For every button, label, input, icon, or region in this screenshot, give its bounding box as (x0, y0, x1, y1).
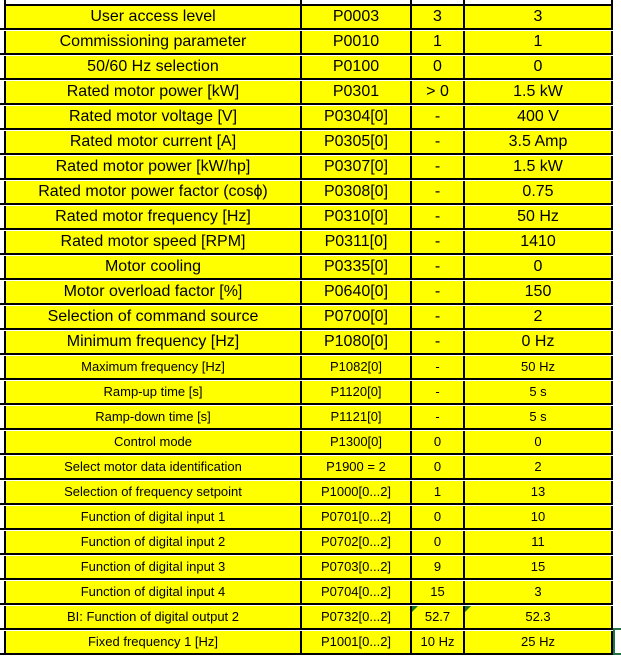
table-row (4, 206, 613, 230)
param-default-cell[interactable]: 9 (410, 556, 463, 578)
param-default-cell[interactable]: - (410, 356, 463, 378)
table-row (4, 156, 613, 180)
param-default-cell[interactable]: 52.7 (410, 606, 463, 628)
param-value-cell[interactable]: 3 (463, 581, 611, 603)
table-row (4, 106, 613, 130)
param-description-cell[interactable]: Rated motor power [kW] (66, 83, 240, 100)
param-number-cell[interactable]: P0307[0] (300, 156, 410, 178)
table-row (4, 181, 613, 205)
error-indicator-triangle-icon (465, 606, 471, 612)
table-row (4, 381, 613, 405)
param-number-cell[interactable]: P0311[0] (300, 231, 410, 253)
table-row (4, 56, 613, 80)
param-number-cell[interactable]: P1300[0] (300, 431, 410, 453)
param-value-cell[interactable]: 10 (463, 506, 611, 528)
table-row (4, 406, 613, 430)
param-value-cell[interactable]: 0 Hz (463, 331, 611, 353)
param-number-cell[interactable]: P0100 (300, 56, 410, 78)
param-value-cell[interactable]: 13 (463, 481, 611, 503)
table-row (4, 256, 613, 280)
param-number-cell[interactable]: P1082[0] (300, 356, 410, 378)
param-value-cell[interactable]: 0.75 (463, 181, 611, 203)
param-number-cell[interactable]: P0335[0] (300, 256, 410, 278)
param-default-cell[interactable]: - (410, 206, 463, 228)
table-row (4, 481, 613, 505)
param-default-cell[interactable]: 0 (410, 456, 463, 478)
table-row (4, 581, 613, 605)
param-value-cell[interactable]: 0 (463, 256, 611, 278)
parameter-table (4, 4, 613, 656)
param-number-cell[interactable]: P1900 = 2 (300, 456, 410, 478)
param-number-cell[interactable]: P0304[0] (300, 106, 410, 128)
param-number-cell[interactable]: P0732[0...2] (300, 606, 410, 628)
param-description-cell[interactable]: Rated motor frequency [Hz] (55, 208, 251, 225)
param-number-cell[interactable]: P0700[0] (300, 306, 410, 328)
table-row (4, 431, 613, 455)
param-default-cell[interactable]: 0 (410, 431, 463, 453)
param-default-cell[interactable]: - (410, 131, 463, 153)
param-value-cell[interactable]: 11 (463, 531, 611, 553)
param-number-cell[interactable]: P0701[0...2] (300, 506, 410, 528)
table-row (4, 331, 613, 355)
param-number-cell[interactable]: P1121[0] (300, 406, 410, 428)
param-description-cell[interactable]: Fixed frequency 1 [Hz] (87, 634, 219, 649)
param-default-cell[interactable]: - (410, 281, 463, 303)
param-description-cell[interactable]: Minimum frequency [Hz] (66, 333, 240, 350)
param-value-cell[interactable]: 3 (463, 6, 611, 28)
table-row (4, 356, 613, 380)
table-row (4, 6, 613, 30)
param-value-cell[interactable]: 0 (463, 431, 611, 453)
param-number-cell[interactable]: P1000[0...2] (300, 481, 410, 503)
param-description-cell[interactable]: Maximum frequency [Hz] (81, 359, 225, 374)
param-description-cell[interactable]: Function of digital input 1 (80, 509, 226, 524)
param-default-cell[interactable]: - (410, 156, 463, 178)
param-default-cell[interactable]: - (410, 231, 463, 253)
param-value-cell[interactable]: 52.3 (463, 606, 611, 628)
table-row (4, 631, 613, 655)
table-row (4, 131, 613, 155)
param-description-cell[interactable]: Ramp-down time [s] (95, 409, 211, 424)
param-description-cell[interactable]: Rated motor power [kW/hp] (55, 158, 251, 175)
param-value-cell[interactable]: 25 Hz (463, 631, 611, 653)
param-number-cell[interactable]: P0310[0] (300, 206, 410, 228)
param-value-cell[interactable]: 1 (463, 31, 611, 53)
param-number-cell[interactable]: P1120[0] (300, 381, 410, 403)
param-value-cell[interactable]: 1.5 kW (463, 81, 611, 103)
param-description-cell[interactable]: BI: Function of digital output 2 (67, 609, 239, 624)
param-number-cell[interactable]: P0305[0] (300, 131, 410, 153)
table-row (4, 81, 613, 105)
param-number-cell[interactable]: P0640[0] (300, 281, 410, 303)
param-description-cell[interactable]: Rated motor voltage [V] (68, 108, 238, 125)
param-value-cell[interactable]: 2 (463, 456, 611, 478)
param-value-cell[interactable]: 1410 (463, 231, 611, 253)
param-default-cell[interactable]: 1 (410, 481, 463, 503)
table-row (4, 31, 613, 55)
param-default-cell[interactable]: 15 (410, 581, 463, 603)
param-number-cell[interactable]: P0703[0...2] (300, 556, 410, 578)
param-value-cell[interactable]: 50 Hz (463, 206, 611, 228)
param-default-cell[interactable]: - (410, 306, 463, 328)
param-default-cell[interactable]: 0 (410, 531, 463, 553)
param-value-cell[interactable]: 5 s (463, 381, 611, 403)
table-row (4, 506, 613, 530)
param-description-cell[interactable]: Motor cooling (104, 258, 202, 275)
param-number-cell[interactable]: P0702[0...2] (300, 531, 410, 553)
table-row (4, 456, 613, 480)
param-default-cell[interactable]: 3 (410, 6, 463, 28)
param-default-cell[interactable]: 0 (410, 506, 463, 528)
param-default-cell[interactable]: 10 Hz (410, 631, 463, 653)
param-description-cell[interactable]: User access level (90, 8, 216, 25)
param-number-cell[interactable]: P0301 (300, 81, 410, 103)
table-row (4, 231, 613, 255)
param-description-cell[interactable]: Ramp-up time [s] (103, 384, 203, 399)
param-description-cell[interactable]: Rated motor power factor (cosϕ) (38, 183, 268, 200)
param-number-cell[interactable]: P0308[0] (300, 181, 410, 203)
param-default-cell[interactable]: - (410, 181, 463, 203)
table-row (4, 306, 613, 330)
param-default-cell[interactable]: - (410, 331, 463, 353)
param-value-cell[interactable]: 3.5 Amp (463, 131, 611, 153)
param-default-cell[interactable]: > 0 (410, 81, 463, 103)
param-default-cell[interactable]: - (410, 106, 463, 128)
param-description-cell[interactable]: 50/60 Hz selection (87, 58, 219, 75)
param-description-cell[interactable]: Motor overload factor [%] (63, 283, 243, 300)
param-value-cell[interactable]: 50 Hz (463, 356, 611, 378)
param-description-cell[interactable]: Control mode (113, 434, 193, 449)
param-default-cell[interactable]: - (410, 256, 463, 278)
param-number-cell[interactable]: P1001[0...2] (300, 631, 410, 653)
param-value-cell[interactable]: 15 (463, 556, 611, 578)
param-value-cell[interactable]: 2 (463, 306, 611, 328)
param-description-cell[interactable]: Function of digital input 2 (80, 534, 226, 549)
param-description-cell[interactable]: Function of digital input 3 (80, 559, 226, 574)
param-value-cell[interactable]: 1.5 kW (463, 156, 611, 178)
param-description-cell[interactable]: Rated motor current [A] (69, 133, 237, 150)
param-number-cell[interactable]: P0704[0...2] (300, 581, 410, 603)
table-row (4, 281, 613, 305)
param-description-cell[interactable]: Function of digital input 4 (80, 584, 226, 599)
param-number-cell[interactable]: P0003 (300, 6, 410, 28)
param-default-cell[interactable]: - (410, 406, 463, 428)
param-description-cell[interactable]: Rated motor speed [RPM] (60, 233, 246, 250)
param-description-cell[interactable]: Selection of frequency setpoint (64, 484, 242, 499)
param-value-cell[interactable]: 400 V (463, 106, 611, 128)
param-default-cell[interactable]: - (410, 381, 463, 403)
error-indicator-triangle-icon (412, 606, 418, 612)
table-row (4, 556, 613, 580)
param-value-cell[interactable]: 150 (463, 281, 611, 303)
param-description-cell[interactable]: Commissioning parameter (59, 33, 247, 50)
table-row (4, 531, 613, 555)
param-default-cell[interactable]: 0 (410, 56, 463, 78)
param-value-cell[interactable]: 0 (463, 56, 611, 78)
param-description-cell[interactable]: Select motor data identification (64, 459, 242, 474)
active-cell-selection-border (613, 628, 621, 655)
param-number-cell[interactable]: P1080[0] (300, 331, 410, 353)
param-number-cell[interactable]: P0010 (300, 31, 410, 53)
param-default-cell[interactable]: 1 (410, 31, 463, 53)
param-value-cell[interactable]: 5 s (463, 406, 611, 428)
table-row (4, 606, 613, 630)
param-description-cell[interactable]: Selection of command source (47, 308, 259, 325)
